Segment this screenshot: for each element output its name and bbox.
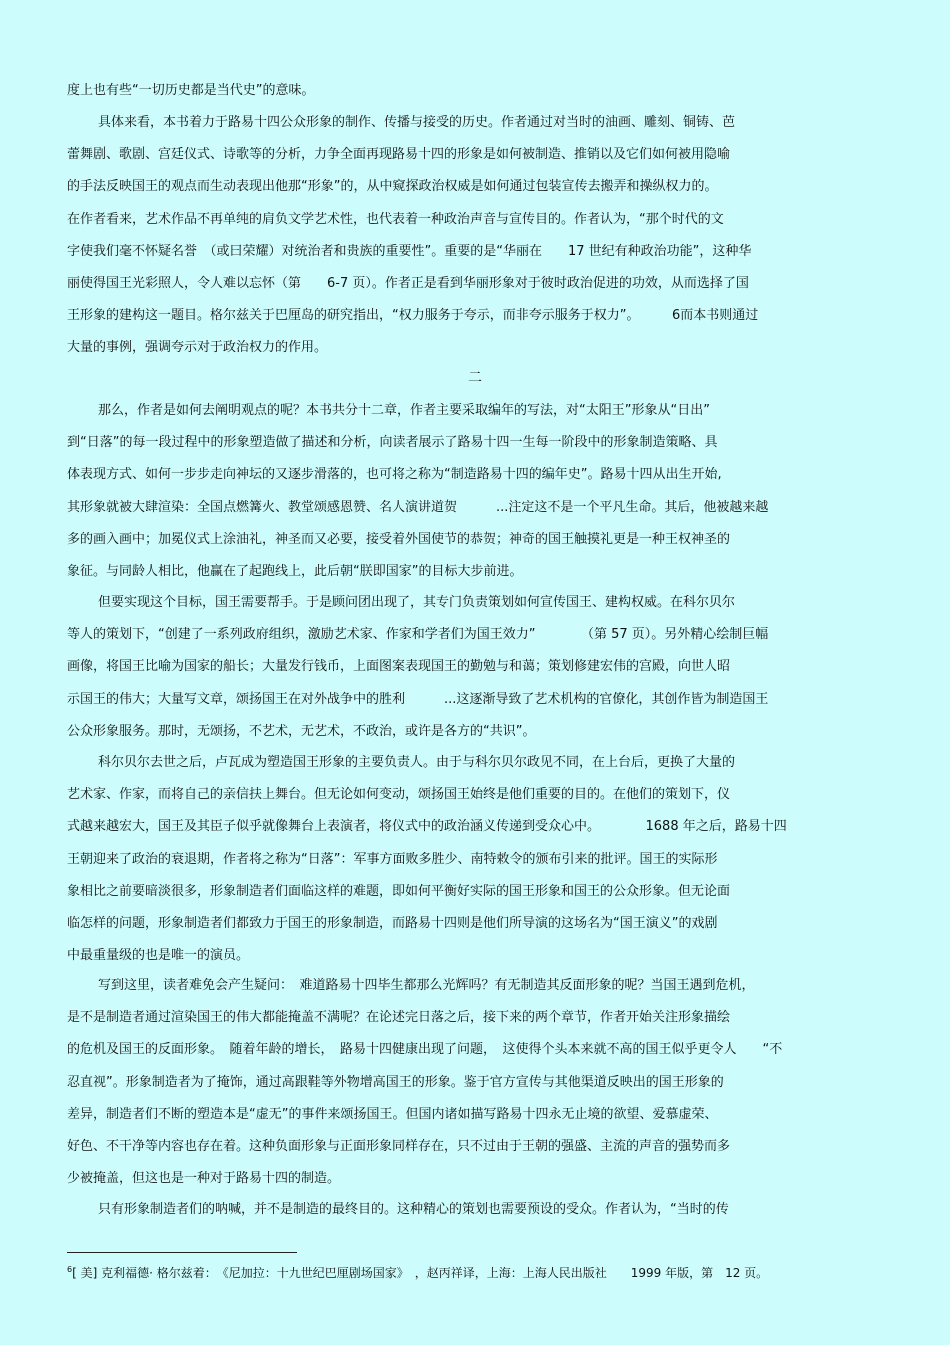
text-line: 度上也有些“一切历史都是当代史”的意味。 xyxy=(67,83,315,98)
text-line: 那么，作者是如何去阐明观点的呢？本书共分十二章，作者主要采取编年的写法，对“太阳王”形象从“日出” xyxy=(98,403,710,418)
text-line: 临怎样的问题，形象制造者们都致力于国王的形象制造，而路易十四则是他们所导演的这场名为“国王演义”的戏剧 xyxy=(67,916,718,931)
text-line: 是不是制造者通过渲染国王的伟大都能掩盖不满呢？在论述完日落之后，接下来的两个章节，作者开始关注形象描绘 xyxy=(67,1010,731,1026)
text-line: 少被掩盖，但这也是一种对于路易十四的制造。 xyxy=(67,1171,341,1187)
text-line: 画像，将国王比喻为国家的船长；大量发行钱币，上面图案表现国王的勤勉与和蔼；策划修建宏伟的宫殿，向世人昭 xyxy=(67,659,731,675)
text-line: 只有形象制造者们的呐喊，并不是制造的最终目的。这种精心的策划也需要预设的受众。作者认为，“当时的传 xyxy=(98,1202,729,1217)
text-line: 字使我们毫不怀疑名誉 （或曰荣耀）对统治者和贵族的重要性”。重要的是“华丽在 17 世纪有种政治功能”，这种华 xyxy=(67,243,752,259)
footnote xyxy=(67,1262,768,1281)
text-line: 但要实现这个目标，国王需要帮手。于是顾问团出现了，其专门负责策划如何宣传国王、建构权威。在科尔贝尔 xyxy=(98,595,736,610)
text-line: 王形象的建构这一题目。格尔兹关于巴厘岛的研究指出，“权力服务于夸示，而非夸示服务于权力”。 6而本书则通过 xyxy=(67,308,759,324)
text-line: 科尔贝尔去世之后，卢瓦成为塑造国王形象的主要负责人。由于与科尔贝尔政见不同，在上台后，更换了大量的 xyxy=(98,755,736,770)
text-line: 写到这里，读者难免会产生疑问： 难道路易十四毕生都那么光辉吗？有无制造其反面形象的呢？当国王遇到危机， xyxy=(98,978,755,993)
text-line: 忍直视”。形象制造者为了掩饰，通过高跟鞋等外物增高国王的形象。鉴于官方宣传与其他渠道反映出的国王形象的 xyxy=(67,1074,724,1090)
footnote-divider xyxy=(67,1252,297,1253)
section-heading: 二 xyxy=(468,370,482,386)
text-line: 中最重量级的也是唯一的演员。 xyxy=(67,948,250,964)
text-line: 的危机及国王的反面形象。 随着年龄的增长， 路易十四健康出现了问题， 这使得个头本来就不高的国王似乎更令人 “不 xyxy=(67,1042,783,1058)
text-line: 多的画入画中；加冕仪式上涂油礼，神圣而又必要，接受着外国使节的恭贺；神奇的国王触摸礼更是一种王权神圣的 xyxy=(67,531,731,547)
text-line: 艺术家、作家，而将自己的亲信扶上舞台。但无论如何变动，颂扬国王始终是他们重要的目的。在他们的策划下，仪 xyxy=(67,787,731,803)
text-line: 蕾舞剧、歌剧、宫廷仪式、诗歌等的分析，力争全面再现路易十四的形象是如何被制造、推销以及它们如何被用隐喻 xyxy=(67,147,731,163)
text-line: 好色、不干净等内容也存在着。这种负面形象与正面形象同样存在，只不过由于王朝的强盛、主流的声音的强势而多 xyxy=(67,1139,731,1154)
text-line: 式越来越宏大，国王及其臣子似乎就像舞台上表演者，将仪式中的政治涵义传递到受众心中。 1688 年之后，路易十四 xyxy=(67,819,787,835)
text-line: 差异，制造者们不断的塑造本是“虚无”的事件来颂扬国王。但国内诸如描写路易十四永无止境的欲望、爱慕虚荣、 xyxy=(67,1106,718,1122)
text-line: 丽使得国王光彩照人，令人难以忘怀（第 6-7 页）。作者正是看到华丽形象对于彼时政治促进的功效，从而选择了国 xyxy=(67,276,749,291)
text-line: 公众形象服务。那时，无颂扬，不艺术，无艺术，不政治，或许是各方的“共识”。 xyxy=(67,723,536,739)
text-line: 象相比之前要暗淡很多，形象制造者们面临这样的难题，即如何平衡好实际的国王形象和国王的公众形象。但无论面 xyxy=(67,883,731,899)
text-line: 到“日落”的每一段过程中的形象塑造做了描述和分析，向读者展示了路易十四一生每一阶段中的形象制造策略、具 xyxy=(67,435,718,451)
text-line: 在作者看来，艺术作品不再单纯的肩负文学艺术性，也代表着一种政治声音与宣传目的。作者认为，“那个时代的文 xyxy=(67,211,724,227)
footnote-text: [ 美] 克利福德· 格尔兹着： 《尼加拉：十九世纪巴厘剧场国家》 ，赵丙祥译，上海：上海人民出版社 1999 年版，第 12 页。 xyxy=(72,1266,769,1280)
footnote-marker: 6 xyxy=(67,1265,73,1274)
text-line: 体表现方式、如何一步步走向神坛的又逐步滑落的，也可将之称为“制造路易十四的编年史”。路易十四从出生开始, xyxy=(67,467,722,483)
text-line: 等人的策划下，“创建了一系列政府组织，激励艺术家、作家和学者们为国王效力” （第 57 页）。另外精心绘制巨幅 xyxy=(67,627,769,643)
text-line: 的手法反映国王的观点而生动表现出他那“形象”的，从中窥探政治权威是如何通过包装宣传去搬弄和操纵权力的。 xyxy=(67,179,718,195)
text-line: 大量的事例，强调夸示对于政治权力的作用。 xyxy=(67,340,328,356)
text-line: 其形象就被大肆渲染：全国点燃篝火、教堂颂感恩赞、名人演讲道贺 ...注定这不是一个平凡生命。其后，他被越来越 xyxy=(67,499,769,515)
text-line: 具体来看，本书着力于路易十四公众形象的制作、传播与接受的历史。作者通过对当时的油画、雕刻、铜铸、芭 xyxy=(98,115,736,130)
text-line: 王朝迎来了政治的衰退期，作者将之称为“日落”：军事方面败多胜少、南特敕令的颁布引来的批评。国王的实际形 xyxy=(67,851,718,867)
text-line: 象征。与同龄人相比，他赢在了起跑线上，此后朝“朕即国家”的目标大步前进。 xyxy=(67,564,523,579)
text-line: 示国王的伟大；大量写文章，颂扬国王在对外战争中的胜利 ...这逐渐导致了艺术机构的官僚化，其创作皆为制造国王 xyxy=(67,691,769,707)
